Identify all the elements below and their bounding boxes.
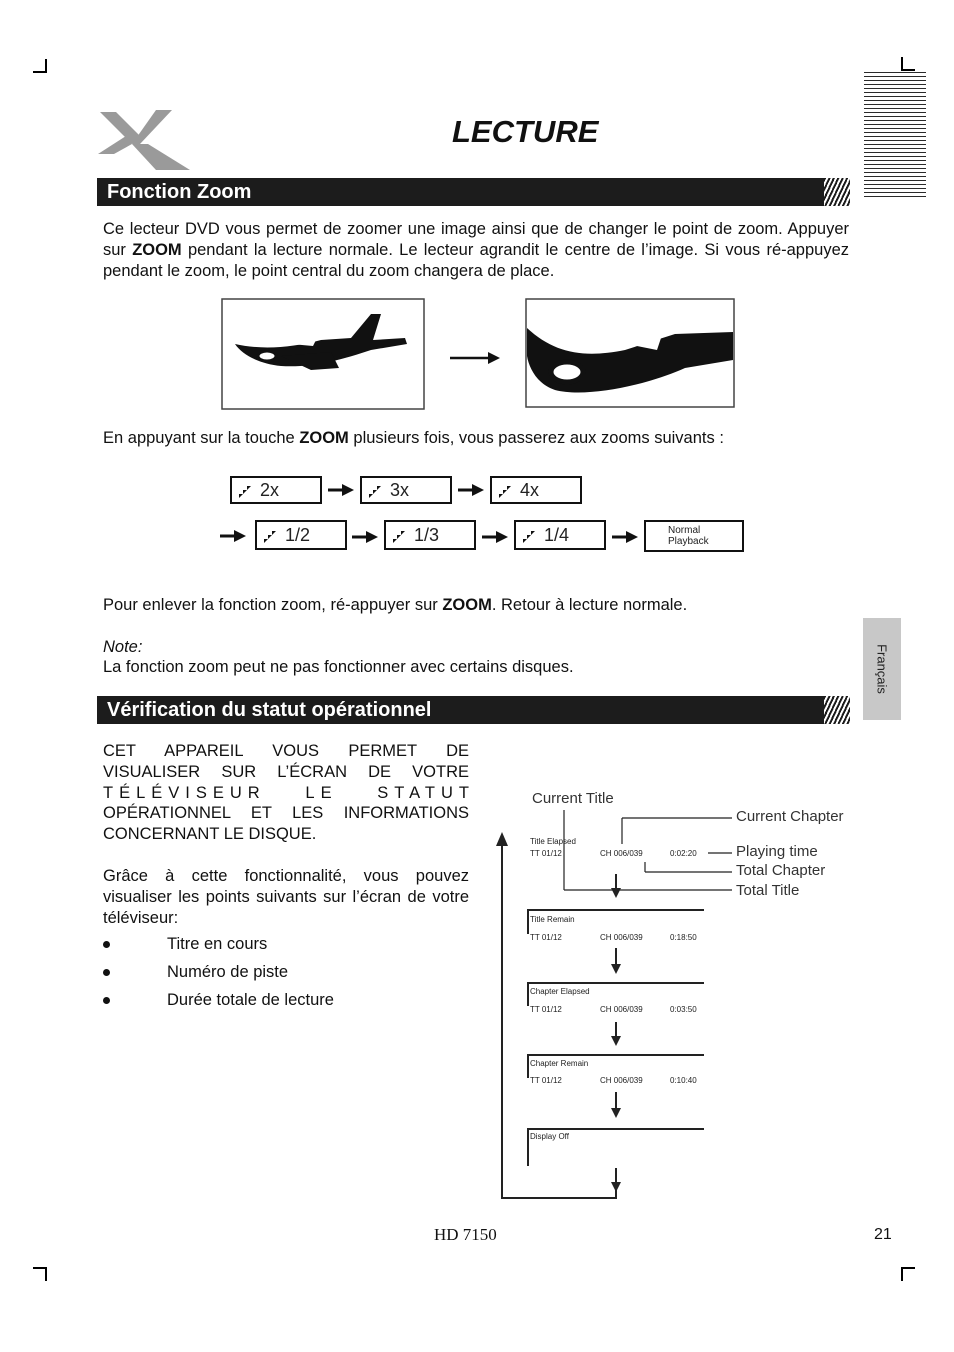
osd-chapter: CH 006/039 xyxy=(600,1005,643,1014)
note-label-text: Note: xyxy=(103,638,143,656)
list-item-text: Titre en cours xyxy=(167,935,268,953)
section-heading-status xyxy=(97,696,825,724)
zoom-level-label: 1/3 xyxy=(414,524,440,545)
list-item-text: Durée totale de lecture xyxy=(167,991,334,1009)
zoom-steps-text-2: plusieurs fois, vous passerez aux zooms suivants : xyxy=(348,429,724,447)
osd-mode: Chapter Remain xyxy=(530,1059,589,1068)
bullet-icon xyxy=(103,941,110,948)
language-tab xyxy=(863,618,901,720)
edge-stripes xyxy=(864,72,926,200)
zoom-icon xyxy=(392,528,406,542)
status-word-televiseur: TÉLÉVISEUR xyxy=(103,783,266,802)
label-current-chapter: Current Chapter xyxy=(736,808,844,825)
section-heading-zoom-text: Fonction Zoom xyxy=(107,181,252,203)
label-total-chapter: Total Chapter xyxy=(736,862,826,879)
label-playing-time: Playing time xyxy=(736,843,818,860)
zoom-intro-key: ZOOM xyxy=(132,240,182,259)
zoom-level-label: 1/4 xyxy=(544,524,570,545)
osd-mode: Title Elapsed xyxy=(530,837,576,846)
zoom-icon xyxy=(263,528,277,542)
zoom-intro-text-2: pendant la lecture normale. Le lecteur agrandit le centre de l’image. Si vous ré-appuyez pendant le zoom, le point central du zoom changera de place. xyxy=(103,240,849,280)
status-paragraph-2: Grâce à cette fonctionnalité, vous pouvez visualiser les points suivants sur l’écran de votre téléviseur: xyxy=(103,867,469,927)
zoom-level-label: 1/2 xyxy=(285,524,311,545)
sequence-arrow xyxy=(458,484,484,496)
bullet-icon xyxy=(103,997,110,1004)
osd-title: TT 01/12 xyxy=(530,849,562,858)
zoom-intro-paragraph xyxy=(103,219,849,281)
zoom-icon xyxy=(368,483,382,497)
osd-title: TT 01/12 xyxy=(530,933,562,942)
label-total-title: Total Title xyxy=(736,882,800,899)
sequence-arrow xyxy=(352,531,378,543)
normal-playback-line2: Playback xyxy=(668,536,709,547)
zoom-remove-paragraph xyxy=(103,595,849,616)
list-item-text: Numéro de piste xyxy=(167,963,289,981)
sequence-arrow xyxy=(612,531,638,543)
zoom-level-label: 3x xyxy=(390,479,410,500)
crop-mark-top-left xyxy=(33,59,47,73)
osd-time: 0:10:40 xyxy=(670,1076,697,1085)
crop-mark-bottom-left xyxy=(33,1267,47,1281)
zoom-icon xyxy=(238,483,252,497)
brand-logo xyxy=(96,106,192,172)
zoom-level-label: 2x xyxy=(260,479,280,500)
status-para-1-line-spaced xyxy=(103,783,475,804)
osd-mode: Chapter Elapsed xyxy=(530,987,590,996)
zoom-icon xyxy=(522,528,536,542)
osd-chapter: CH 006/039 xyxy=(600,1076,643,1085)
note-text xyxy=(103,657,849,678)
normal-playback-line1: Normal xyxy=(668,525,701,536)
osd-mode: Display Off xyxy=(530,1132,569,1141)
sequence-arrow xyxy=(328,484,354,496)
section-heading-status-text: Vérification du statut opérationnel xyxy=(107,699,432,721)
sequence-arrow xyxy=(220,530,246,542)
airplane-zoomed-illustration xyxy=(525,298,735,408)
status-word-le: LE xyxy=(305,783,338,802)
section-heading-zoom xyxy=(97,178,825,206)
heading-hatch xyxy=(824,178,850,206)
status-word-statut: STATUT xyxy=(377,783,475,802)
heading-hatch xyxy=(824,696,850,724)
normal-playback-box xyxy=(644,520,744,552)
zoom-remove-text-1: Pour enlever la fonction zoom, ré-appuyer sur xyxy=(103,596,443,614)
zoom-remove-key: ZOOM xyxy=(442,596,492,614)
zoom-remove-text-2: . Retour à lecture normale. xyxy=(491,596,688,614)
status-para-1-lines-b: OPÉRATIONNEL ET LES INFORMATIONS CONCERNANT LE DISQUE. xyxy=(103,804,469,844)
airplane-normal-illustration xyxy=(221,298,425,410)
osd-time: 0:02:20 xyxy=(670,849,697,858)
label-current-title: Current Title xyxy=(532,790,614,807)
zoom-level-label: 4x xyxy=(520,479,540,500)
osd-chapter: CH 006/039 xyxy=(600,849,643,858)
page-title: LECTURE xyxy=(452,114,599,149)
zoom-level-1-4 xyxy=(514,520,606,550)
osd-status-diagram xyxy=(480,780,860,1210)
crop-mark-top-right xyxy=(901,57,915,71)
status-paragraph-1 xyxy=(103,741,475,845)
footer-model: HD 7150 xyxy=(434,1225,497,1244)
sequence-arrow xyxy=(482,531,508,543)
note-label xyxy=(103,637,849,658)
crop-mark-bottom-right xyxy=(901,1267,915,1281)
zoom-level-3x xyxy=(360,476,452,504)
bullet-icon xyxy=(103,969,110,976)
zoom-steps-paragraph xyxy=(103,428,849,449)
zoom-level-1-3 xyxy=(384,520,476,550)
zoom-steps-text-1: En appuyant sur la touche xyxy=(103,429,300,447)
osd-mode: Title Remain xyxy=(530,915,575,924)
zoom-intro-text-1: Ce lecteur DVD vous permet de zoomer une image ainsi que de changer le point de zoom. Appuyer sur xyxy=(103,220,849,259)
status-para-1-lines-a: CET APPAREIL VOUS PERMET DE VISUALISER SUR L’ÉCRAN DE VOTRE xyxy=(103,742,469,781)
osd-title: TT 01/12 xyxy=(530,1076,562,1085)
page-number: 21 xyxy=(874,1226,892,1243)
zoom-level-1-2 xyxy=(255,520,347,550)
osd-chapter: CH 006/039 xyxy=(600,933,643,942)
language-tab-label: Français xyxy=(874,644,890,694)
zoom-direction-arrow xyxy=(450,350,500,366)
zoom-level-4x xyxy=(490,476,582,504)
osd-title: TT 01/12 xyxy=(530,1005,562,1014)
zoom-level-2x xyxy=(230,476,322,504)
zoom-icon xyxy=(498,483,512,497)
osd-time: 0:03:50 xyxy=(670,1005,697,1014)
zoom-steps-key: ZOOM xyxy=(299,429,349,447)
osd-time: 0:18:50 xyxy=(670,933,697,942)
note-text-body: La fonction zoom peut ne pas fonctionner avec certains disques. xyxy=(103,658,574,676)
